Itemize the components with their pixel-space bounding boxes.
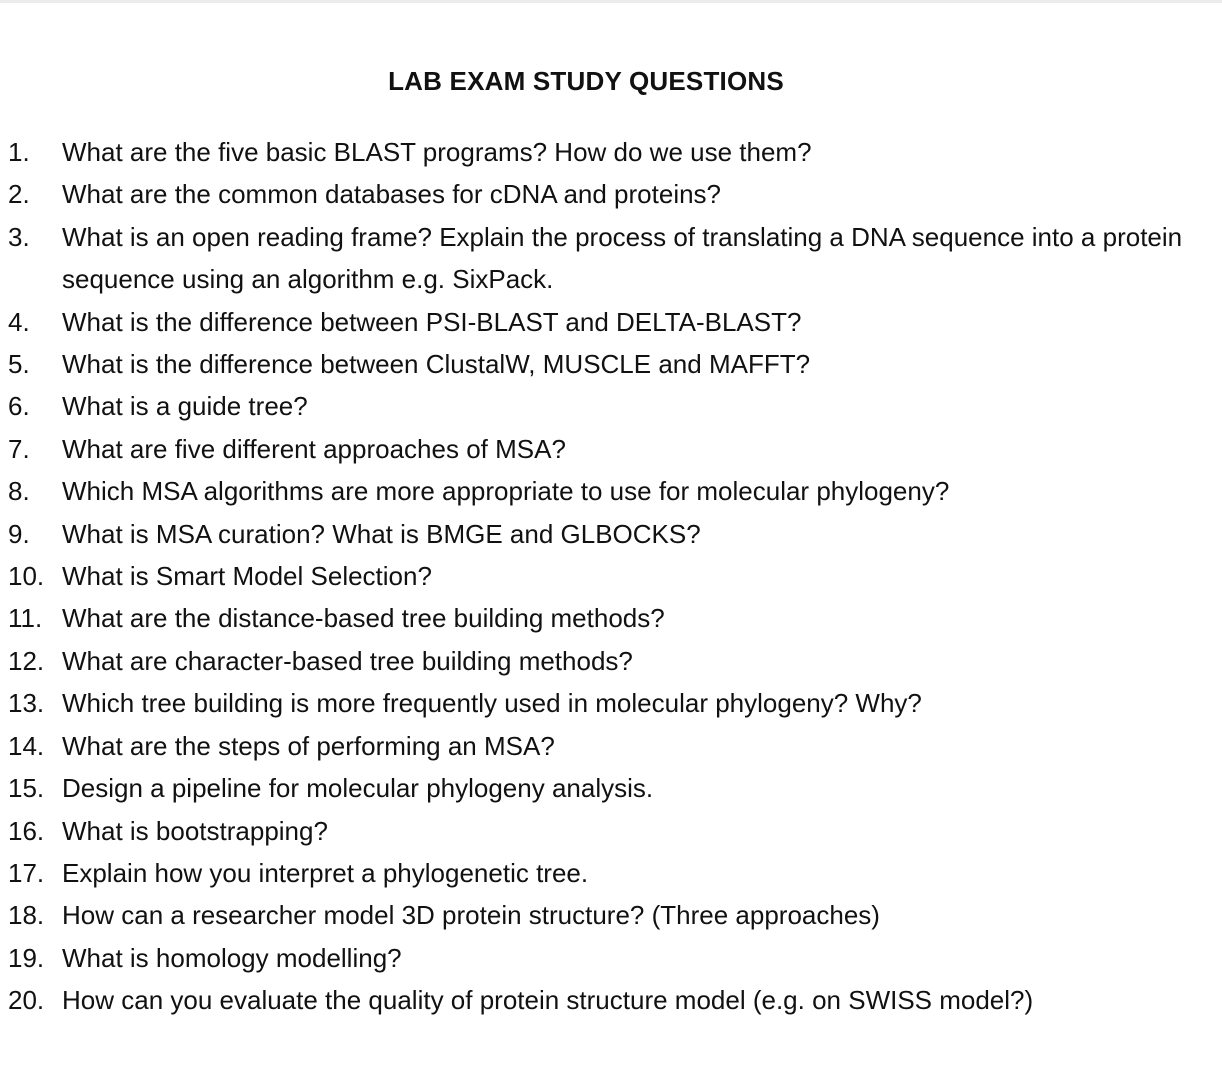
- question-item: [8, 852, 1213, 894]
- question-number: 10.: [8, 561, 45, 592]
- question-item: [8, 937, 1213, 979]
- question-text: Which tree building is more frequently used in molecular phylogeny? Why?: [62, 688, 922, 719]
- question-item: [8, 682, 1213, 724]
- question-number: 11.: [8, 603, 43, 634]
- question-text: Which MSA algorithms are more appropriate to use for molecular phylogeny?: [62, 476, 950, 507]
- question-text: What is an open reading frame? Explain the process of translating a DNA sequence into a protein sequence using an algorithm e.g. SixPack.: [62, 221, 1183, 295]
- question-item: [8, 428, 1213, 470]
- question-text: What are the steps of performing an MSA?: [62, 730, 555, 761]
- question-number: 2.: [8, 179, 30, 210]
- question-number: 1.: [8, 137, 30, 167]
- question-text: What is the difference between ClustalW, MUSCLE and MAFFT?: [62, 349, 811, 380]
- question-number: 19.: [8, 942, 45, 973]
- question-number: 14.: [8, 730, 45, 761]
- page-top-edge: [0, 0, 1222, 3]
- question-number: 7.: [8, 433, 30, 464]
- question-item: [8, 725, 1213, 767]
- question-text: What is Smart Model Selection?: [62, 561, 432, 592]
- question-item: [8, 767, 1213, 809]
- question-text: What is homology modelling?: [62, 942, 402, 973]
- question-text: How can you evaluate the quality of protein structure model (e.g. on SWISS model?): [62, 985, 1034, 1016]
- question-number: 17.: [8, 857, 45, 888]
- question-item: [8, 513, 1213, 555]
- question-item: [8, 555, 1213, 597]
- question-item: [8, 894, 1213, 936]
- question-number: 9.: [8, 518, 30, 549]
- question-item: [8, 216, 1213, 301]
- question-text: What is the difference between PSI-BLAST and DELTA-BLAST?: [62, 306, 802, 337]
- question-item: [8, 597, 1213, 639]
- question-number: 15.: [8, 773, 45, 804]
- question-item: [8, 979, 1213, 1021]
- question-item: [8, 301, 1213, 343]
- question-text: What is bootstrapping?: [62, 815, 328, 846]
- question-number: 18.: [8, 900, 45, 931]
- question-text: Design a pipeline for molecular phylogeny analysis.: [62, 773, 654, 804]
- question-number: 16.: [8, 815, 45, 846]
- question-text: What are the common databases for cDNA and proteins?: [62, 179, 722, 210]
- question-item: [8, 173, 1213, 215]
- question-list: [8, 131, 1213, 1022]
- question-text: What is MSA curation? What is BMGE and GLBOCKS?: [62, 518, 701, 549]
- question-text: What is a guide tree?: [62, 391, 308, 422]
- question-number: 8.: [8, 476, 30, 507]
- question-number: 5.: [8, 349, 30, 380]
- question-item: [8, 131, 1213, 173]
- question-text: What are five different approaches of MSA?: [62, 433, 566, 464]
- question-number: 6.: [8, 391, 30, 422]
- question-text: How can a researcher model 3D protein structure? (Three approaches): [62, 900, 880, 931]
- question-text: What are the five basic BLAST programs? How do we use them?: [62, 137, 812, 167]
- question-number: 3.: [8, 221, 30, 252]
- question-number: 13.: [8, 688, 45, 719]
- question-number: 12.: [8, 645, 45, 676]
- question-item: [8, 470, 1213, 512]
- question-item: [8, 385, 1213, 427]
- question-text: What are character-based tree building methods?: [62, 645, 633, 676]
- page-title: LAB EXAM STUDY QUESTIONS: [388, 66, 784, 96]
- question-item: [8, 640, 1213, 682]
- question-number: 20.: [8, 985, 45, 1016]
- question-number: 4.: [8, 306, 30, 337]
- question-item: [8, 810, 1213, 852]
- question-text: Explain how you interpret a phylogenetic tree.: [62, 857, 589, 888]
- question-text: What are the distance-based tree building methods?: [62, 603, 665, 634]
- question-item: [8, 343, 1213, 385]
